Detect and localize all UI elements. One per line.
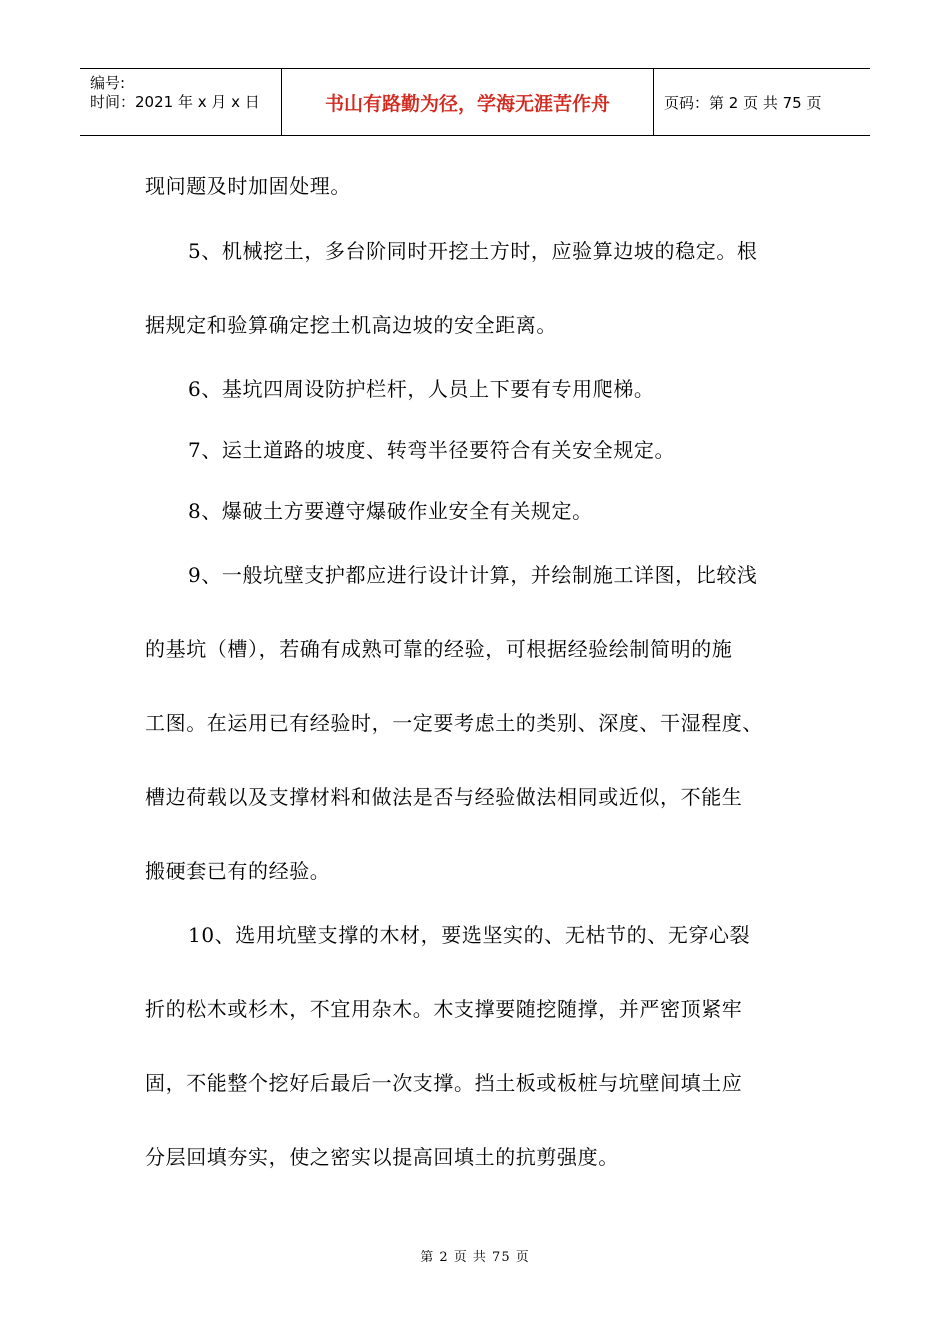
text-line: 分层回填夯实，使之密实以提高回填土的抗剪强度。 (145, 1145, 619, 1169)
text-line: 7、运土道路的坡度、转弯半径要符合有关安全规定。 (188, 438, 676, 462)
text-line: 6、基坑四周设防护栏杆，人员上下要有专用爬梯。 (188, 377, 655, 401)
text-line: 的基坑（槽），若确有成熟可靠的经验，可根据经验绘制简明的施 (145, 637, 733, 661)
text-line: 工图。在运用已有经验时，一定要考虑土的类别、深度、干湿程度、 (145, 711, 763, 735)
text-line: 现问题及时加固处理。 (145, 174, 351, 198)
document-date: 时间：2021 年 x 月 x 日 (90, 93, 260, 111)
text-line: 5、机械挖土，多台阶同时开挖土方时，应验算边坡的稳定。根 (188, 239, 758, 263)
text-line: 10、选用坑壁支撑的木材，要选坚实的、无枯节的、无穿心裂 (188, 923, 751, 947)
page-footer: 第 2 页 共 75 页 (420, 1250, 530, 1265)
text-line: 搬硬套已有的经验。 (145, 859, 331, 883)
header-motto: 书山有路勤为径，学海无涯苦作舟 (282, 69, 654, 135)
document-number: 编号: (90, 74, 126, 92)
header-page-info: 页码：第 2 页 共 75 页 (664, 93, 822, 112)
text-line: 固，不能整个挖好后最后一次支撑。挡土板或板桩与坑壁间填土应 (145, 1071, 743, 1095)
text-line: 折的松木或杉木，不宜用杂木。木支撑要随挖随撑，并严密顶紧牢 (145, 997, 743, 1021)
page-header (80, 68, 870, 136)
text-line: 9、一般坑壁支护都应进行设计计算，并绘制施工详图，比较浅 (188, 563, 758, 587)
text-line: 8、爆破土方要遵守爆破作业安全有关规定。 (188, 499, 593, 523)
header-meta (80, 69, 282, 135)
text-line: 槽边荷载以及支撑材料和做法是否与经验做法相同或近似，不能生 (145, 785, 743, 809)
text-line: 据规定和验算确定挖土机高边坡的安全距离。 (145, 313, 557, 337)
